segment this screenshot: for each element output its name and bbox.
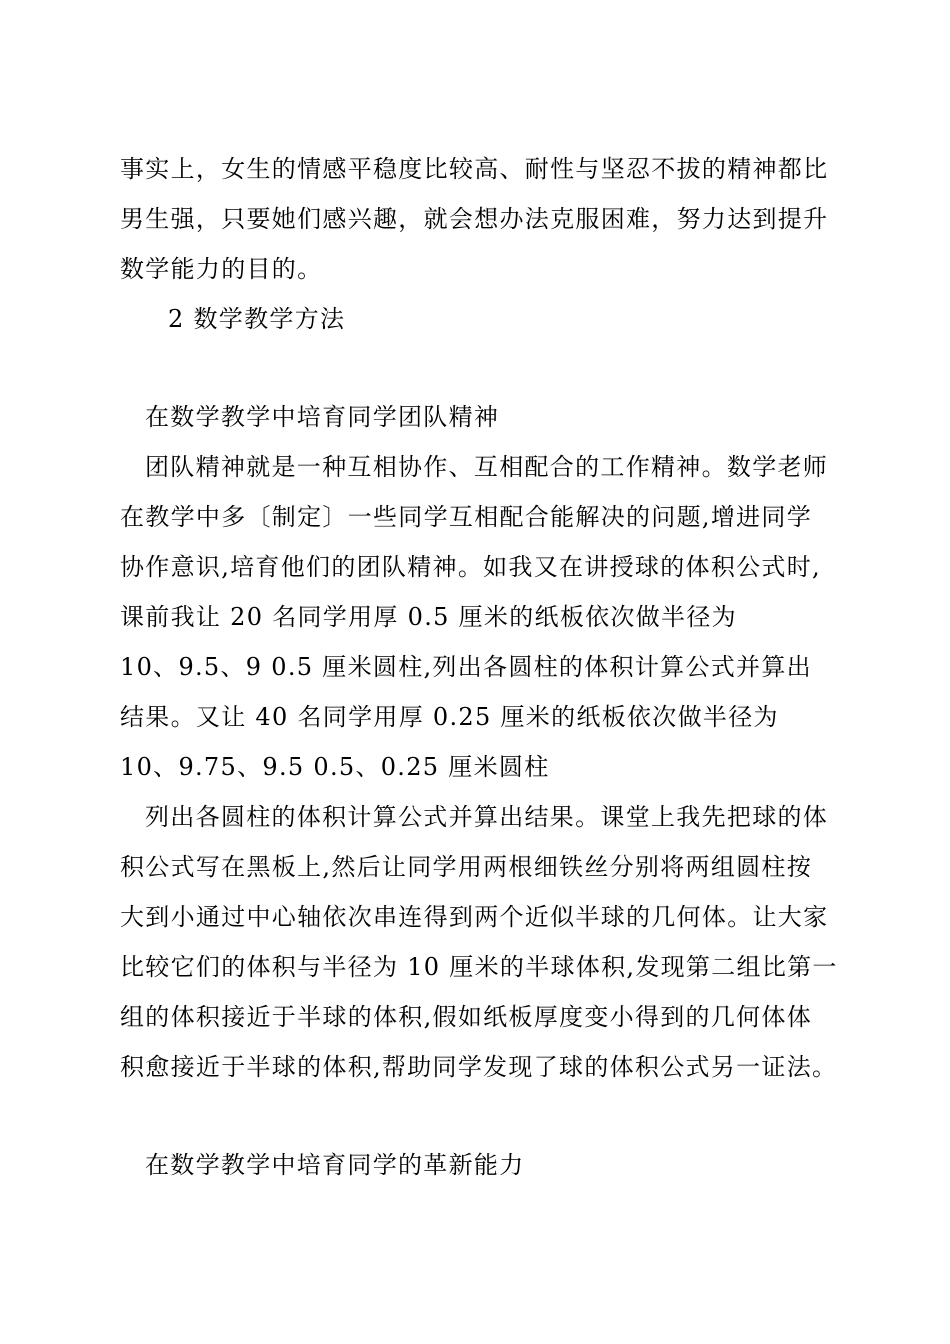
paragraph-3-line-2: 积公式写在黑板上,然后让同学用两根细铁丝分别将两组圆柱按 bbox=[120, 853, 813, 881]
section-heading: 2 数学教学方法 bbox=[168, 305, 346, 333]
paragraph-3-line-5: 组的体积接近于半球的体积,假如纸板厚度变小得到的几何体体 bbox=[120, 1003, 813, 1031]
paragraph-2-line-4: 课前我让 20 名同学用厚 0.5 厘米的纸板依次做半径为 bbox=[120, 603, 737, 631]
paragraph-2-line-2: 在教学中多〔制定〕一些同学互相配合能解决的问题,增进同学 bbox=[120, 503, 813, 531]
paragraph-2-line-3: 协作意识,培育他们的团队精神。如我又在讲授球的体积公式时, bbox=[120, 553, 821, 581]
paragraph-2-line-5: 10、9.5、9 0.5 厘米圆柱,列出各圆柱的体积计算公式并算出 bbox=[120, 653, 812, 681]
paragraph-2-line-1: 团队精神就是一种互相协作、互相配合的工作精神。数学老师 bbox=[145, 453, 829, 481]
paragraph-3-line-4: 比较它们的体积与半径为 10 厘米的半球体积,发现第二组比第一 bbox=[120, 953, 838, 981]
paragraph-3-line-6: 积愈接近于半球的体积,帮助同学发现了球的体积公式另一证法。 bbox=[120, 1053, 838, 1081]
paragraph-1-line-1: 事实上，女生的情感平稳度比较高、耐性与坚忍不拔的精神都比 bbox=[120, 155, 829, 183]
subheading-team-spirit: 在数学教学中培育同学团队精神 bbox=[145, 403, 500, 431]
paragraph-1-line-3: 数学能力的目的。 bbox=[120, 255, 323, 283]
paragraph-3-line-3: 大到小通过中心轴依次串连得到两个近似半球的几何体。让大家 bbox=[120, 903, 829, 931]
paragraph-1-line-2: 男生强，只要她们感兴趣，就会想办法克服困难，努力达到提升 bbox=[120, 205, 829, 233]
paragraph-2-line-6: 结果。又让 40 名同学用厚 0.25 厘米的纸板依次做半径为 bbox=[120, 703, 779, 731]
paragraph-2-line-7: 10、9.75、9.5 0.5、0.25 厘米圆柱 bbox=[120, 753, 550, 781]
subheading-innovation: 在数学教学中培育同学的革新能力 bbox=[145, 1151, 525, 1179]
paragraph-3-line-1: 列出各圆柱的体积计算公式并算出结果。课堂上我先把球的体 bbox=[145, 803, 829, 831]
